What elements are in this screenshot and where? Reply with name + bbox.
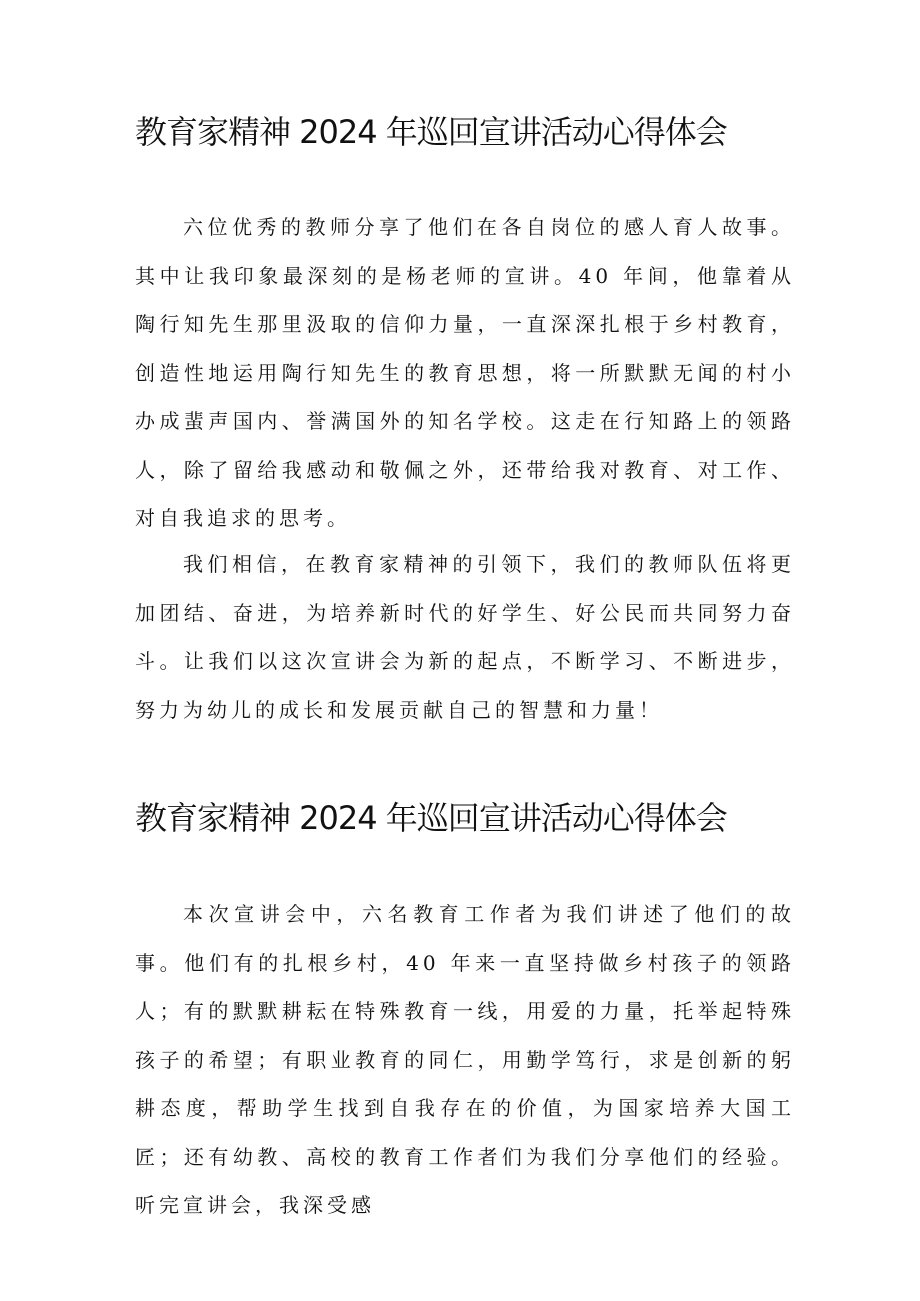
section-1-paragraph-2: 我们相信，在教育家精神的引领下，我们的教师队伍将更加团结、奋进，为培养新时代的好学生、好公民而共同努力奋斗。让我们以这次宣讲会为新的起点，不断学习、不断进步，努力为幼儿的成长和发展贡献自己的智慧和力量！	[135, 552, 795, 722]
section-2-paragraph-1: 本次宣讲会中，六名教育工作者为我们讲述了他们的故事。他们有的扎根乡村，40 年来一直坚持做乡村孩子的领路人；有的默默耕耘在特殊教育一线，用爱的力量，托举起特殊孩子的希望；有职业教育的同仁，用勤学笃行，求是创新的躬耕态度，帮助学生找到自我存在的价值，为国家培养大国工匠；还有幼教、高校的教育工作者们为我们分享他们的经验。听完宣讲会，我深受感	[135, 902, 795, 1217]
section-1-paragraph-1: 六位优秀的教师分享了他们在各自岗位的感人育人故事。其中让我印象最深刻的是杨老师的宣讲。40 年间，他靠着从陶行知先生那里汲取的信仰力量，一直深深扎根于乡村教育，创造性地运用陶行知先生的教育思想，将一所默默无闻的村小办成蜚声国内、誉满国外的知名学校。这走在行知路上的领路人，除了留给我感动和敬佩之外，还带给我对教育、对工作、对自我追求的思考。	[135, 215, 795, 530]
section-title-2: 教育家精神 2024 年巡回宣讲活动心得体会	[135, 799, 727, 837]
section-title-1: 教育家精神 2024 年巡回宣讲活动心得体会	[135, 113, 727, 151]
